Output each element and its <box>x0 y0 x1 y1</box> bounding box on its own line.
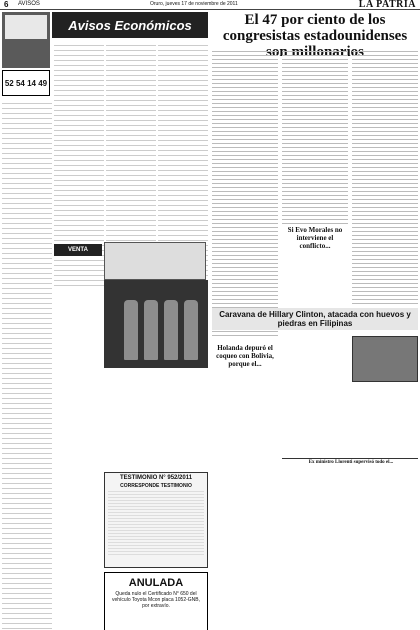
classified-ad-line <box>2 360 52 364</box>
classified-ad-line <box>54 77 104 81</box>
classified-ad-line <box>2 220 52 224</box>
bottle-graphic <box>164 300 178 360</box>
classified-ad-line <box>54 167 104 171</box>
classified-ad-line <box>54 92 104 96</box>
classified-ad-line <box>54 87 104 91</box>
classified-ad-line <box>158 52 208 56</box>
classified-ad-line <box>54 152 104 156</box>
classified-ad-line <box>54 162 104 166</box>
classified-ad-line <box>106 77 156 81</box>
classified-ad-line <box>2 415 52 419</box>
classified-ad-line <box>2 485 52 489</box>
classified-ad-line <box>2 505 52 509</box>
classified-ad-line <box>2 560 52 564</box>
classified-ad-line <box>106 92 156 96</box>
classified-ad-line <box>2 105 52 109</box>
clinton-caravan-headline: Caravana de Hillary Clinton, atacada con huevos y piedras en Filipinas <box>212 308 418 330</box>
classified-ad-line <box>2 375 52 379</box>
classified-ad-line <box>2 590 52 594</box>
classified-ad-line <box>54 222 104 226</box>
classified-ad-line <box>2 370 52 374</box>
classified-ad-line <box>2 435 52 439</box>
classified-ad-line <box>54 67 104 71</box>
classified-ad-line <box>2 210 52 214</box>
classified-ad-line <box>2 265 52 269</box>
classified-ad-line <box>2 565 52 569</box>
classified-ad-line <box>2 200 52 204</box>
classified-ad-line <box>2 225 52 229</box>
classified-ad-line <box>2 385 52 389</box>
classified-ad-line <box>54 257 104 261</box>
classified-ad-line <box>2 525 52 529</box>
classified-ad-line <box>54 177 104 181</box>
classified-ad-line <box>106 57 156 61</box>
classified-ad-line <box>158 172 208 176</box>
classified-ad-line <box>158 212 208 216</box>
classified-ad-line <box>2 400 52 404</box>
classified-ad-line <box>2 450 52 454</box>
classified-ad-line <box>158 42 208 46</box>
classified-ad-line <box>2 300 52 304</box>
classified-ad-line <box>106 197 156 201</box>
classified-ad-line <box>158 237 208 241</box>
classified-ad-line <box>2 315 52 319</box>
classified-ad-line <box>2 595 52 599</box>
classified-ad-line <box>2 135 52 139</box>
classifieds-banner: Avisos Económicos <box>52 12 208 38</box>
classified-ad-line <box>106 72 156 76</box>
classified-ad-line <box>158 202 208 206</box>
classified-ad-line <box>54 97 104 101</box>
article-text-line <box>212 332 278 336</box>
classified-ad-line <box>158 207 208 211</box>
classified-ad-line <box>158 217 208 221</box>
classifieds-section <box>2 12 210 628</box>
classified-ad-line <box>54 132 104 136</box>
classified-ad-line <box>2 195 52 199</box>
classified-ad-line <box>106 207 156 211</box>
bottom-article-headline: Ex ministro Llorenti supervisó todo el... <box>308 460 394 465</box>
classified-ad-line <box>54 277 104 281</box>
classified-ad-line <box>54 62 104 66</box>
classified-ad-line <box>54 232 104 236</box>
testimonio-title: TESTIMONIO N° 952/2011 <box>119 475 193 481</box>
classified-ad-line <box>2 460 52 464</box>
classified-ad-line <box>2 490 52 494</box>
classified-ad-line <box>2 425 52 429</box>
classified-ad-line <box>54 282 104 286</box>
classified-ad-line <box>2 125 52 129</box>
classified-ad-line <box>54 182 104 186</box>
classified-ad-line <box>158 87 208 91</box>
classified-ad-line <box>106 97 156 101</box>
classified-ad-line <box>2 550 52 554</box>
classified-ad-line <box>2 615 52 619</box>
classified-ad-line <box>106 87 156 91</box>
classified-ad-line <box>2 280 52 284</box>
classified-ad-line <box>2 240 52 244</box>
classified-ad-line <box>2 115 52 119</box>
anulada-title: ANULADA <box>128 577 184 589</box>
classified-ad-line <box>2 470 52 474</box>
classified-ad-line <box>2 275 52 279</box>
news-section <box>212 12 418 628</box>
classified-ad-line <box>2 295 52 299</box>
bottle-graphic <box>184 300 198 360</box>
classified-ad-line <box>2 320 52 324</box>
article-subhead: Holanda depuró el coqueo con Bolivia, porque el... <box>216 344 274 368</box>
ad-image-placeholder <box>5 15 47 39</box>
classified-ad-line <box>158 222 208 226</box>
classified-ad-line <box>2 140 52 144</box>
classified-ad-line <box>54 72 104 76</box>
classified-ad-line <box>54 207 104 211</box>
classified-ad-line <box>158 187 208 191</box>
classified-ad-line <box>54 57 104 61</box>
classified-ad-line <box>54 122 104 126</box>
classified-ad-line <box>106 212 156 216</box>
classified-ad-line <box>2 170 52 174</box>
classified-ad-line <box>54 127 104 131</box>
classified-ad-line <box>2 600 52 604</box>
classified-ad-line <box>106 162 156 166</box>
classified-ad-line <box>158 177 208 181</box>
classified-ad-line <box>106 192 156 196</box>
classified-ad-line <box>106 172 156 176</box>
classified-ad-line <box>158 197 208 201</box>
main-headline: El 47 por ciento de los congresistas estadounidenses son millonarios <box>222 12 408 60</box>
classified-ad-line <box>2 575 52 579</box>
classified-ad-line <box>54 267 104 271</box>
classified-ad-line <box>2 540 52 544</box>
classified-ad-line <box>2 555 52 559</box>
classified-ad-line <box>2 475 52 479</box>
classified-ad-line <box>2 155 52 159</box>
classified-ad-line <box>2 230 52 234</box>
classified-ad-line <box>158 117 208 121</box>
classified-ad-line <box>106 117 156 121</box>
classified-ad-line <box>2 100 52 104</box>
classified-ad-line <box>54 102 104 106</box>
classified-ad-line <box>158 47 208 51</box>
classified-ad-line <box>106 177 156 181</box>
classified-ad-line <box>158 67 208 71</box>
classified-ad-line <box>2 110 52 114</box>
classified-ad-line <box>2 430 52 434</box>
classified-ad-line <box>2 410 52 414</box>
classified-ad-line <box>158 102 208 106</box>
classified-ad-line <box>2 495 52 499</box>
classified-ad-line <box>54 217 104 221</box>
classified-ad-line <box>158 62 208 66</box>
classified-ad-line <box>106 47 156 51</box>
classified-ad-line <box>54 192 104 196</box>
classified-ad-line <box>2 235 52 239</box>
classified-ad-line <box>2 535 52 539</box>
classified-ad-line <box>2 325 52 329</box>
classified-ad-line <box>54 147 104 151</box>
bottle-graphic <box>124 300 138 360</box>
classified-ad-line <box>54 212 104 216</box>
classified-ad-line <box>2 205 52 209</box>
classified-ad-line <box>2 130 52 134</box>
classified-ad-line <box>2 255 52 259</box>
ad-graphic-top-left <box>2 12 50 68</box>
display-ad-middle <box>104 242 206 280</box>
classified-ad-line <box>158 137 208 141</box>
classified-ad-line <box>106 232 156 236</box>
classified-ad-line <box>158 152 208 156</box>
classified-ad-line <box>2 340 52 344</box>
classified-ad-line <box>2 380 52 384</box>
classified-ad-line <box>158 97 208 101</box>
masthead: LA PATRIA <box>358 0 416 10</box>
beverage-ad <box>104 280 208 368</box>
classified-ad-line <box>106 82 156 86</box>
classified-ad-line <box>2 465 52 469</box>
classified-ad-line <box>106 42 156 46</box>
classified-ad-line <box>2 515 52 519</box>
classified-ad-line <box>2 440 52 444</box>
classified-ad-line <box>2 180 52 184</box>
divider-rule <box>282 458 418 459</box>
testimonio-text-line <box>108 552 204 555</box>
classified-ad-line <box>106 182 156 186</box>
classified-ad-line <box>106 52 156 56</box>
classified-ad-line <box>54 172 104 176</box>
classified-ad-line <box>2 165 52 169</box>
classified-ad-line <box>158 147 208 151</box>
venta-label: VENTA <box>54 244 102 256</box>
bottle-graphic <box>144 300 158 360</box>
classified-ad-line <box>2 310 52 314</box>
classified-ad-line <box>2 145 52 149</box>
classified-ad-line <box>106 142 156 146</box>
classified-ad-line <box>106 237 156 241</box>
classified-ad-line <box>2 335 52 339</box>
classified-ad-line <box>2 285 52 289</box>
classified-ad-line <box>2 330 52 334</box>
anulada-body: Queda nulo el Certificado N° 650 del vehículo Toyota Mcon placa 1052-GNB, por extravío. <box>111 591 200 609</box>
phone-ad: 52 54 14 49 <box>2 70 50 96</box>
classified-ad-line <box>106 62 156 66</box>
page-header <box>0 0 420 10</box>
news-photo <box>352 336 418 382</box>
classified-ad-line <box>2 455 52 459</box>
classified-ad-line <box>2 480 52 484</box>
classified-ad-line <box>106 222 156 226</box>
classified-ad-line <box>2 605 52 609</box>
classified-ad-line <box>158 142 208 146</box>
classified-ad-line <box>2 345 52 349</box>
classified-ad-line <box>158 107 208 111</box>
classified-ad-line <box>158 72 208 76</box>
classified-ad-line <box>54 272 104 276</box>
classified-column-1 <box>2 100 52 630</box>
classified-ad-line <box>106 137 156 141</box>
classified-ad-line <box>2 290 52 294</box>
classified-ad-line <box>2 580 52 584</box>
classified-ad-line <box>2 570 52 574</box>
classified-ad-line <box>158 157 208 161</box>
classified-ad-line <box>158 77 208 81</box>
classified-ad-line <box>158 162 208 166</box>
classified-ad-line <box>158 132 208 136</box>
dateline: Oruro, jueves 17 de noviembre de 2011 <box>150 1 238 7</box>
classified-ad-line <box>2 445 52 449</box>
classified-ad-line <box>2 530 52 534</box>
classified-ad-line <box>2 190 52 194</box>
classified-ad-line <box>2 610 52 614</box>
classified-ad-line <box>54 137 104 141</box>
classified-ad-line <box>106 112 156 116</box>
classified-ad-line <box>158 112 208 116</box>
classified-ad-line <box>2 150 52 154</box>
classified-ad-line <box>2 250 52 254</box>
classified-ad-line <box>54 107 104 111</box>
classified-ad-line <box>2 120 52 124</box>
classified-ad-line <box>106 227 156 231</box>
classified-ad-line <box>2 420 52 424</box>
anulada-notice <box>104 572 208 630</box>
classified-ad-line <box>54 47 104 51</box>
classified-ad-line <box>2 365 52 369</box>
classified-ad-line <box>158 192 208 196</box>
classified-ad-line <box>2 305 52 309</box>
classified-ad-line <box>106 122 156 126</box>
classified-ad-line <box>158 92 208 96</box>
classified-ad-line <box>2 585 52 589</box>
classified-ad-line <box>158 82 208 86</box>
classified-ad-line <box>158 227 208 231</box>
classified-ad-line <box>158 182 208 186</box>
testimonio-subtitle: CORRESPONDE TESTIMONIO <box>120 483 192 489</box>
article-column-2 <box>282 48 348 224</box>
classified-ad-line <box>106 187 156 191</box>
classified-ad-line <box>106 217 156 221</box>
classified-ad-line <box>106 167 156 171</box>
classified-ad-line <box>2 395 52 399</box>
section-label: AVISOS <box>18 1 40 7</box>
classified-ad-line <box>2 245 52 249</box>
classified-ad-line <box>54 52 104 56</box>
classified-ad-line <box>2 510 52 514</box>
classified-ad-line <box>2 520 52 524</box>
classified-ad-line <box>54 117 104 121</box>
classified-ad-line <box>2 260 52 264</box>
classified-ad-line <box>2 625 52 629</box>
classified-ad-line <box>106 157 156 161</box>
classified-ad-line <box>2 350 52 354</box>
article-text-line <box>352 300 418 304</box>
article-subhead: Si Evo Morales no interviene el conflicto... <box>287 226 343 250</box>
article-text-line <box>282 220 348 224</box>
classified-ad-line <box>106 127 156 131</box>
classified-ad-line <box>2 185 52 189</box>
classified-ad-line <box>158 167 208 171</box>
article-column-1 <box>212 48 278 336</box>
classified-ad-line <box>2 500 52 504</box>
article-column-3 <box>352 48 418 304</box>
classified-ad-line <box>2 355 52 359</box>
classified-ad-line <box>106 67 156 71</box>
classified-ad-line <box>106 152 156 156</box>
classified-ad-line <box>2 620 52 624</box>
classified-ad-line <box>2 175 52 179</box>
classified-ad-line <box>54 112 104 116</box>
classified-ad-line <box>158 57 208 61</box>
classified-ad-line <box>54 237 104 241</box>
classified-ad-line <box>106 132 156 136</box>
classified-ad-line <box>2 390 52 394</box>
testimonio-notice <box>104 472 208 568</box>
classified-ad-line <box>2 160 52 164</box>
classified-ad-line <box>106 102 156 106</box>
classified-ad-line <box>54 187 104 191</box>
classified-ad-line <box>54 142 104 146</box>
classified-ad-line <box>54 262 104 266</box>
classified-ad-line <box>2 270 52 274</box>
classified-ad-line <box>106 147 156 151</box>
classified-ad-line <box>158 232 208 236</box>
classified-ad-line <box>106 107 156 111</box>
testimonio-body <box>105 489 207 555</box>
page-number: 6 <box>4 0 9 9</box>
classified-ad-line <box>54 197 104 201</box>
classified-ad-line <box>2 215 52 219</box>
classified-ad-line <box>2 405 52 409</box>
classified-ad-line <box>54 227 104 231</box>
classified-ad-line <box>54 82 104 86</box>
classified-ad-line <box>54 202 104 206</box>
classified-ad-line <box>54 157 104 161</box>
classified-ad-line <box>2 545 52 549</box>
classified-ad-line <box>158 127 208 131</box>
classified-ad-line <box>158 122 208 126</box>
classified-ad-line <box>54 42 104 46</box>
classified-ad-line <box>106 202 156 206</box>
